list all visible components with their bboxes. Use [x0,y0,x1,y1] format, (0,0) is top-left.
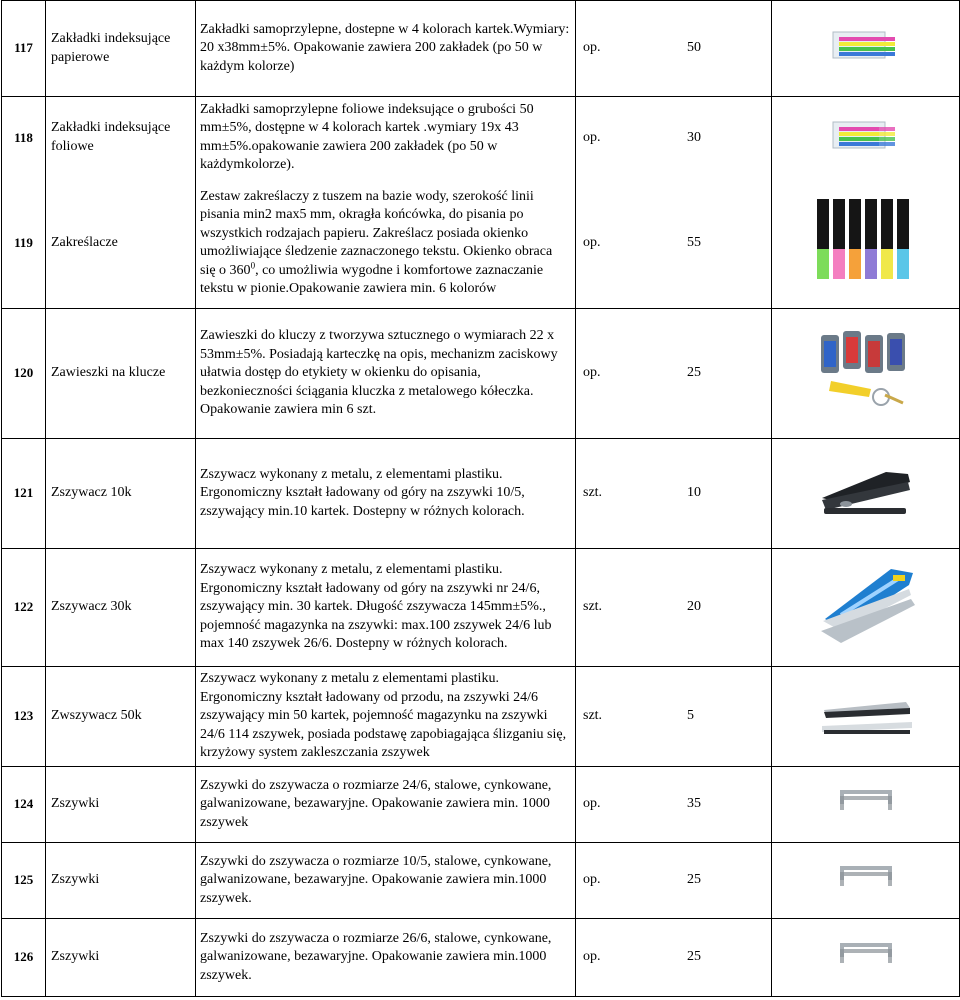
unit: op. [583,796,601,812]
highlighters-icon [772,179,960,309]
stapler-black-icon [772,439,960,549]
product-name: Zszywacz 10k [46,439,196,549]
quantity: 5 [687,708,694,724]
unit: op. [583,872,601,888]
unit: op. [583,40,601,56]
foil-index-tabs-icon [772,97,960,179]
product-description: Zszywacz wykonany z metalu z elementami plastiku. Ergonomiczny kształt ładowany od przodu, na zszywki 24/6 zszywający min 50 kartek, pojemność magazynku na zszywki 24/6 114 zszywek, posiada podstawę zapobiagająca ślizganiu się, krzyżowy system zakleszczania zszywek [196,667,576,767]
quantity: 20 [687,599,701,615]
unit-quantity [576,767,772,843]
table-row [2,919,960,997]
row-number: 122 [2,549,46,667]
product-description: Zszywki do zszywacza o rozmiarze 24/6, stalowe, cynkowane, galwanizowane, bezawaryjne. Opakowanie zawiera min. 1000 zszywek [196,767,576,843]
description-text: , co umożliwia wygodne i komfortowe zaznaczanie tekstu w pionie.Opakowanie zawiera min. 6 kolorów [200,262,544,297]
stapler-silver-icon [772,667,960,767]
row-number: 119 [2,179,46,309]
quantity: 50 [687,40,701,56]
table-row [2,549,960,667]
product-name: Zwszywacz 50k [46,667,196,767]
staples-icon [772,843,960,919]
product-name: Zawieszki na klucze [46,309,196,439]
product-name: Zakreślacze [46,179,196,309]
product-name: Zszywki [46,919,196,997]
product-description: Zszywki do zszywacza o rozmiarze 10/5, stalowe, cynkowane, galwanizowane, bezawaryjne. Opakowanie zawiera min.1000 zszywek. [196,843,576,919]
quantity: 30 [687,129,701,145]
staples-icon [772,767,960,843]
row-number: 121 [2,439,46,549]
table-row [2,843,960,919]
product-description: Zszywki do zszywacza o rozmiarze 26/6, stalowe, cynkowane, galwanizowane, bezawaryjne. Opakowanie zawiera min.1000 zszywek. [196,919,576,997]
quantity: 10 [687,485,701,501]
unit-quantity [576,843,772,919]
unit-quantity [576,919,772,997]
unit-quantity [576,309,772,439]
product-name: Zszywki [46,843,196,919]
unit: szt. [583,708,603,724]
superscript: 0 [250,260,256,271]
table-row [2,439,960,549]
row-number: 120 [2,309,46,439]
key-tags-icon [772,309,960,439]
unit-quantity [576,97,772,179]
product-description: Zszywacz wykonany z metalu, z elementami plastiku. Ergonomiczny kształt ładowany od góry na zszywki 10/5, zszywający min.10 kartek. Dostepny w różnych kolorach. [196,439,576,549]
stapler-blue-icon [772,549,960,667]
row-number: 126 [2,919,46,997]
paper-index-tabs-icon [772,1,960,97]
quantity: 25 [687,365,701,381]
unit-quantity [576,667,772,767]
unit: szt. [583,599,603,615]
quantity: 25 [687,872,701,888]
row-number: 117 [2,1,46,97]
table-row [2,179,960,309]
quantity: 25 [687,949,701,965]
product-name: Zakładki indeksujące foliowe [46,97,196,179]
table-row [2,1,960,97]
unit: op. [583,365,601,381]
unit-quantity [576,549,772,667]
table-row [2,667,960,767]
product-description: Zszywacz wykonany z metalu, z elementami plastiku. Ergonomiczny kształt ładowany od góry na zszywki nr 24/6, zszywający min. 30 kartek. Długość zszywacza 145mm±5%., pojemność magazynka na zszywki: max.100 zszywek 24/6 lub max 140 zszywek 26/6. Dostepny w różnych kolorach. [196,549,576,667]
unit-quantity [576,1,772,97]
row-number: 123 [2,667,46,767]
row-number: 125 [2,843,46,919]
product-name: Zszywacz 30k [46,549,196,667]
product-description: Zakładki samoprzylepne foliowe indeksujące o grubości 50 mm±5%, dostępne w 4 kolorach kartek .wymiary 19x 43 mm±5%.opakowanie zawiera 200 zakładek (po 50 w każdymkolorze). [196,97,576,179]
unit: op. [583,235,601,250]
table-row [2,767,960,843]
product-name: Zszywki [46,767,196,843]
row-number: 124 [2,767,46,843]
product-description [196,179,576,309]
staples-icon [772,919,960,997]
product-name: Zakładki indeksujące papierowe [46,1,196,97]
row-number: 118 [2,97,46,179]
quantity: 35 [687,796,701,812]
quantity: 55 [687,235,701,250]
unit: op. [583,949,601,965]
product-table [1,0,960,997]
product-description: Zawieszki do kluczy z tworzywa sztucznego o wymiarach 22 x 53mm±5%. Posiadają karteczkę na opis, mechanizm zaciskowy ułatwia dostęp do etykiety w okienku do opisania, bezkonieczności ściągania kluczka z metalowego kółeczka. Opakowanie zawiera min 6 szt. [196,309,576,439]
product-description: Zakładki samoprzylepne, dostepne w 4 kolorach kartek.Wymiary: 20 x38mm±5%. Opakowanie zawiera 200 zakładek (po 50 w każdym kolorze) [196,1,576,97]
unit: szt. [583,485,603,501]
unit: op. [583,129,601,145]
description-text: Zestaw zakreślaczy z tuszem na bazie wody, szerokość linii pisania min2 max5 mm, okragła końcówka, do pisania po wszystkich rodzajach papieru. Zakreślacz posiada okienko umożliwiające śledzenie zaznaczonego tekstu. Okienko obraca się o 360 [200,188,553,278]
table-row [2,97,960,179]
unit-quantity [576,179,772,309]
unit-quantity [576,439,772,549]
table-row [2,309,960,439]
